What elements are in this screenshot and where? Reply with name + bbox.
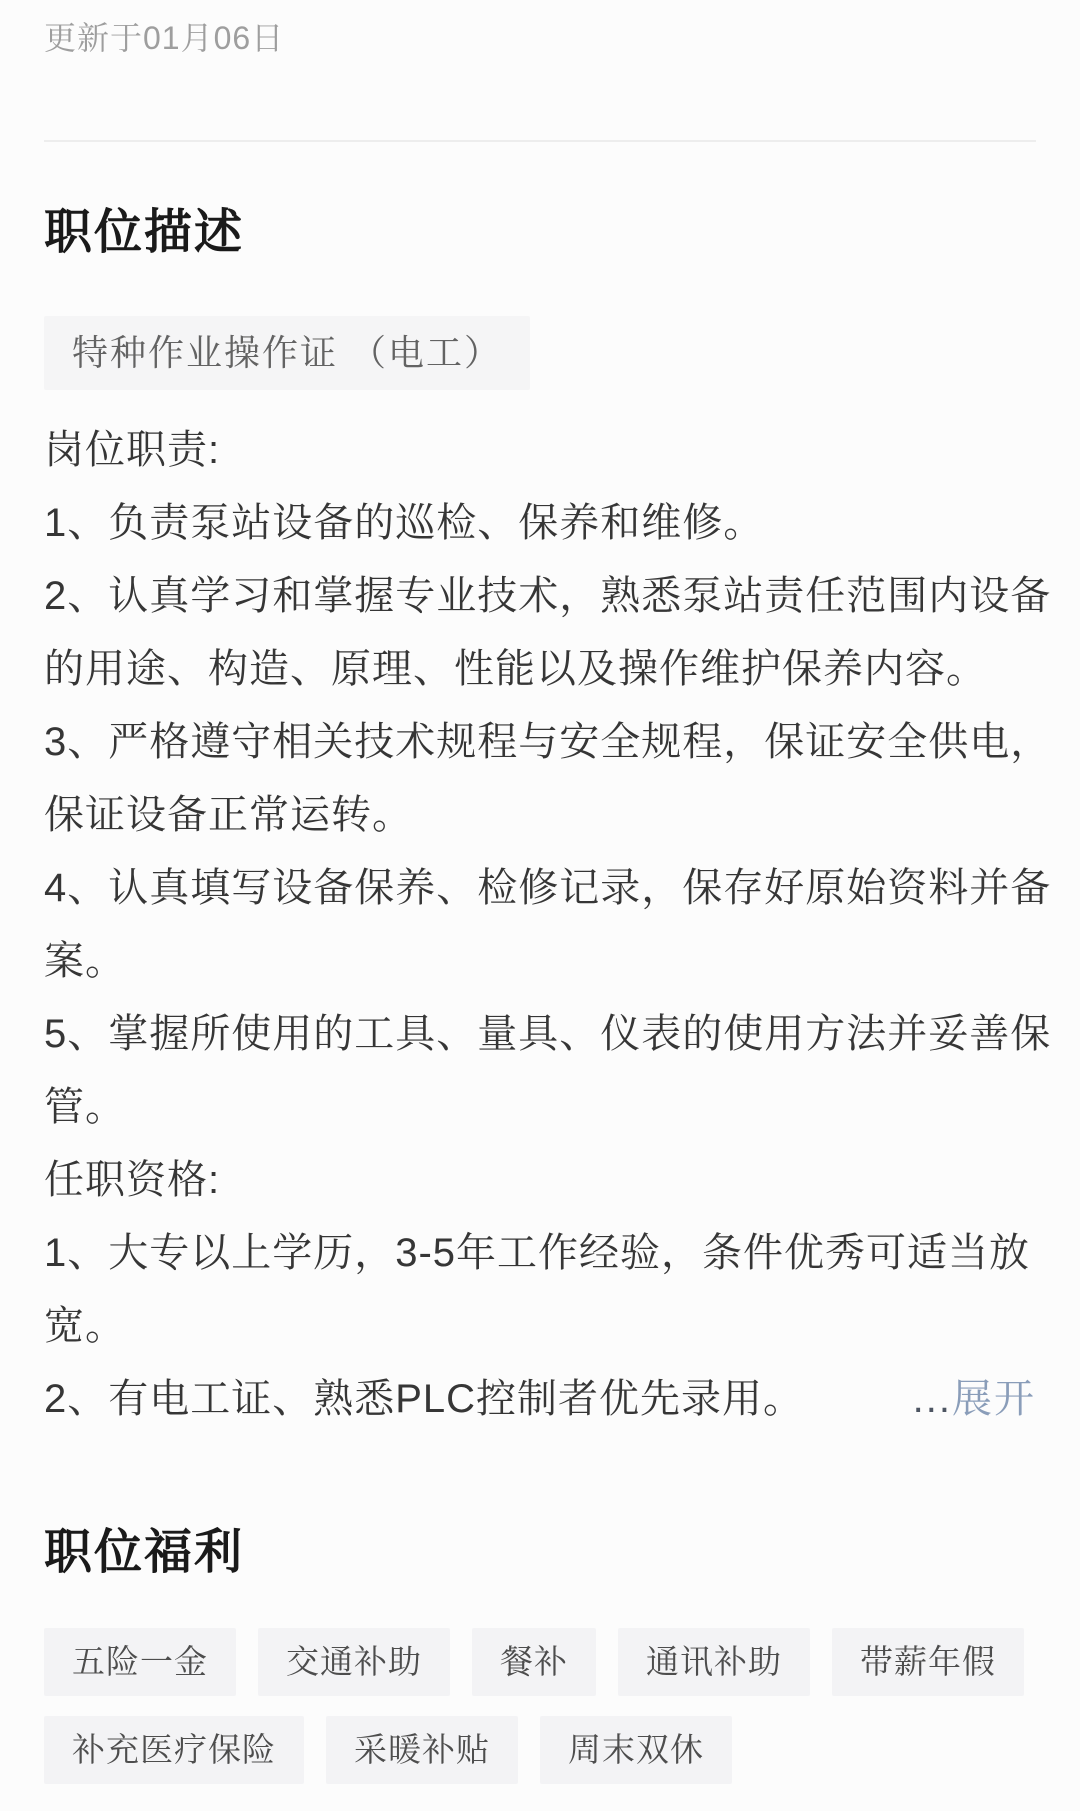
job-description-last-line: [44, 1363, 1036, 1436]
expand-button[interactable]: 展开: [952, 1377, 1036, 1421]
benefit-tag: 带薪年假: [832, 1628, 1024, 1696]
benefit-tag: 交通补助: [258, 1628, 450, 1696]
benefit-tag: 周末双休: [540, 1716, 732, 1784]
job-description-title: 职位描述: [44, 206, 245, 259]
benefit-tag: 餐补: [472, 1628, 596, 1696]
job-description-line: 岗位职责:: [44, 428, 221, 472]
job-description-line: 1、负责泵站设备的巡检、保养和维修。: [44, 501, 765, 545]
job-description-line: 的用途、构造、原理、性能以及操作维护保养内容。: [44, 647, 987, 691]
job-description-line: 3、严格遵守相关技术规程与安全规程，保证安全供电，: [44, 720, 1052, 764]
benefit-tag: 五险一金: [44, 1628, 236, 1696]
truncation-ellipsis: ...: [912, 1377, 952, 1421]
benefit-tag: 补充医疗保险: [44, 1716, 304, 1784]
job-description-line: 5、掌握所使用的工具、量具、仪表的使用方法并妥善保: [44, 1012, 1052, 1056]
job-description-line: 4、认真填写设备保养、检修记录，保存好原始资料并备: [44, 866, 1052, 910]
job-description-line: 保证设备正常运转。: [44, 793, 413, 837]
benefit-tag: 采暖补贴: [326, 1716, 518, 1784]
section-divider: [44, 140, 1036, 142]
benefit-tag: 通讯补助: [618, 1628, 810, 1696]
job-description-line: 管。: [44, 1085, 126, 1129]
job-description-line: 1、大专以上学历，3-5年工作经验，条件优秀可适当放: [44, 1231, 1031, 1275]
update-date: 更新于01月06日: [44, 20, 285, 56]
job-description-body: [44, 414, 1052, 1436]
expand-control: [913, 1363, 1036, 1436]
job-description-line: 案。: [44, 939, 126, 983]
job-description-line: 任职资格:: [44, 1158, 221, 1202]
benefit-tag-list: [44, 1628, 1036, 1784]
job-description-line: 宽。: [44, 1304, 126, 1348]
certificate-tag: 特种作业操作证 （电工）: [44, 316, 530, 390]
job-description-line: 2、认真学习和掌握专业技术，熟悉泵站责任范围内设备: [44, 574, 1052, 618]
job-description-line: 2、有电工证、熟悉PLC控制者优先录用。: [44, 1377, 805, 1421]
job-benefits-title: 职位福利: [44, 1526, 245, 1579]
